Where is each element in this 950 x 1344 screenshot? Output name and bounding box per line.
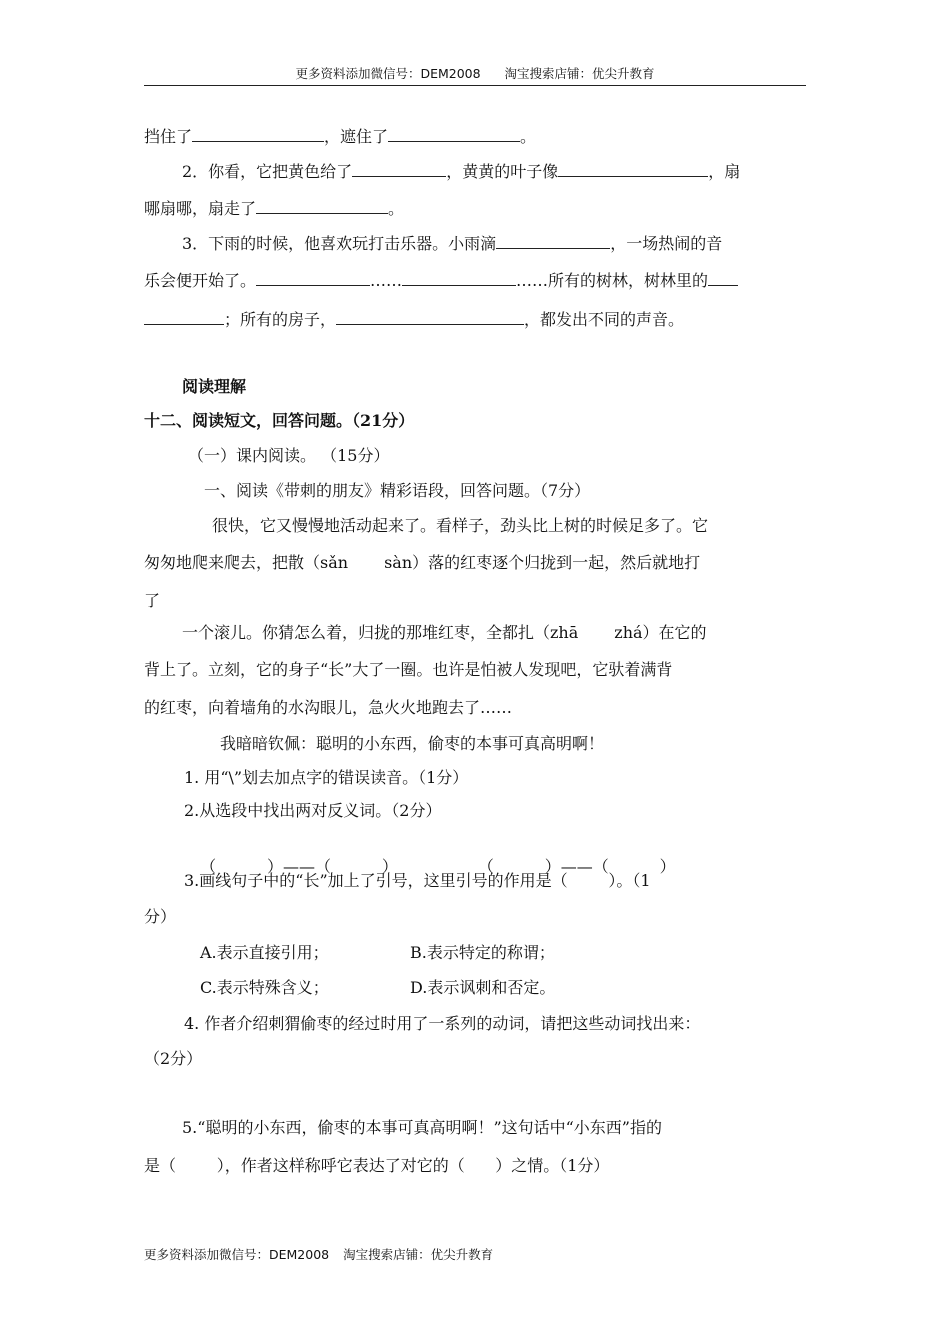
text: 哪扇哪，扇走了 (144, 199, 257, 218)
passage-line-1: 很快，它又慢慢地活动起来了。看样子，劲头比上树的时候足多了。它 (212, 516, 709, 535)
options-row-1 (144, 942, 865, 964)
antonym-pair-blank[interactable]: （ ）——（ ） (200, 857, 398, 876)
blank-line-1 (144, 125, 809, 148)
text: ，一场热闹的音 (610, 234, 723, 253)
question-1: 1. 用“\”划去加点字的错误读音。（1分） (184, 768, 469, 787)
answer-blank[interactable] (708, 269, 738, 286)
text: 乐会便开始了。 (144, 271, 257, 290)
text: 挡住了 (144, 127, 193, 146)
text: ……所有的树林，树林里的 (516, 271, 709, 290)
question-3-line-3 (144, 308, 809, 331)
question-4-line-2: （2分） (144, 1049, 203, 1068)
text: 2．你看，它把黄色给了 (182, 162, 353, 181)
answer-blank[interactable] (496, 232, 610, 249)
answer-blank[interactable] (256, 197, 388, 214)
text: ，遮住了 (324, 127, 389, 146)
question-4-line-1: 4. 作者介绍刺猬偷枣的经过时用了一系列的动词，请把这些动词找出来： (184, 1014, 701, 1033)
footer-shop: 淘宝搜索店铺：优尖升教育 (343, 1247, 494, 1262)
question-3-line-2 (144, 269, 809, 292)
text: ，都发出不同的声音。 (524, 310, 685, 329)
page-header (144, 66, 806, 86)
passage-line-2 (144, 552, 809, 574)
question-2: 2.从选段中找出两对反义词。（2分） (184, 801, 442, 820)
text: 。 (388, 199, 405, 218)
answer-blank[interactable] (192, 125, 324, 142)
option-b[interactable]: B.表示特定的称谓； (410, 943, 555, 962)
answer-blank[interactable] (402, 269, 516, 286)
options-row-2 (144, 977, 865, 999)
page-footer (144, 1245, 493, 1263)
answer-blank[interactable] (558, 160, 708, 177)
part-1-heading: （一）课内阅读。 （15分） (188, 446, 390, 465)
answer-blank[interactable] (336, 308, 524, 325)
passage-line-5: 背上了。立刻，它的身子“长”大了一圈。也许是怕被人发现吧，它驮着满背 (144, 660, 673, 679)
question-3-line-1 (144, 232, 847, 255)
text: ，黄黄的叶子像 (446, 162, 559, 181)
task-1-heading: 一、阅读《带刺的朋友》精彩语段，回答问题。（7分） (204, 481, 591, 500)
footer-wechat: 更多资料添加微信号：DEM2008 (144, 1247, 330, 1262)
section-title: 阅读理解 (182, 377, 247, 396)
question-5-line-1: 5.“聪明的小东西，偷枣的本事可真高明啊！”这句话中“小东西”指的 (182, 1118, 662, 1137)
question-3-line-1: 3.画线句子中的“长”加上了引号，这里引号的作用是（ ）。（1 (184, 871, 651, 890)
question-2-line-1 (144, 160, 847, 183)
option-a[interactable]: A.表示直接引用； (200, 943, 329, 962)
passage-line-6: 的红枣，向着墙角的水沟眼儿，急火火地跑去了…… (144, 698, 513, 717)
text: 。 (520, 127, 537, 146)
answer-blank[interactable] (388, 125, 520, 142)
header-wechat: 更多资料添加微信号：DEM2008 (295, 66, 481, 81)
text: sàn）落的红枣逐个归拢到一起，然后就地打 (384, 553, 701, 572)
text: zhá）在它的 (614, 623, 707, 642)
passage-line-4 (144, 622, 847, 644)
antonym-pair-blank[interactable]: （ ）——（ ） (477, 857, 676, 876)
answer-blank[interactable] (352, 160, 446, 177)
passage-line-3: 了 (144, 591, 161, 610)
header-shop: 淘宝搜索店铺：优尖升教育 (504, 66, 655, 81)
answer-blank[interactable] (144, 308, 224, 325)
text: …… (370, 271, 403, 290)
passage-line-7: 我暗暗钦佩：聪明的小东西，偷枣的本事可真高明啊！ (220, 734, 605, 753)
answer-blank[interactable] (256, 269, 370, 286)
text: 匆匆地爬来爬去，把散（sǎn (144, 553, 349, 572)
text: 3．下雨的时候，他喜欢玩打击乐器。小雨滴 (182, 234, 497, 253)
option-d[interactable]: D.表示讽刺和否定。 (410, 978, 556, 997)
question-3-line-2: 分） (144, 907, 177, 926)
text: ，扇 (708, 162, 741, 181)
question-2-line-2 (144, 197, 809, 220)
option-c[interactable]: C.表示特殊含义； (200, 978, 329, 997)
section-12-heading: 十二、阅读短文，回答问题。（21分） (144, 411, 415, 430)
text: ；所有的房子， (224, 310, 337, 329)
text: 一个滚儿。你猜怎么着，归拢的那堆红枣，全都扎（zhā (182, 623, 579, 642)
question-5-line-2: 是（ ），作者这样称呼它表达了对它的（ ）之情。（1分） (144, 1156, 610, 1175)
